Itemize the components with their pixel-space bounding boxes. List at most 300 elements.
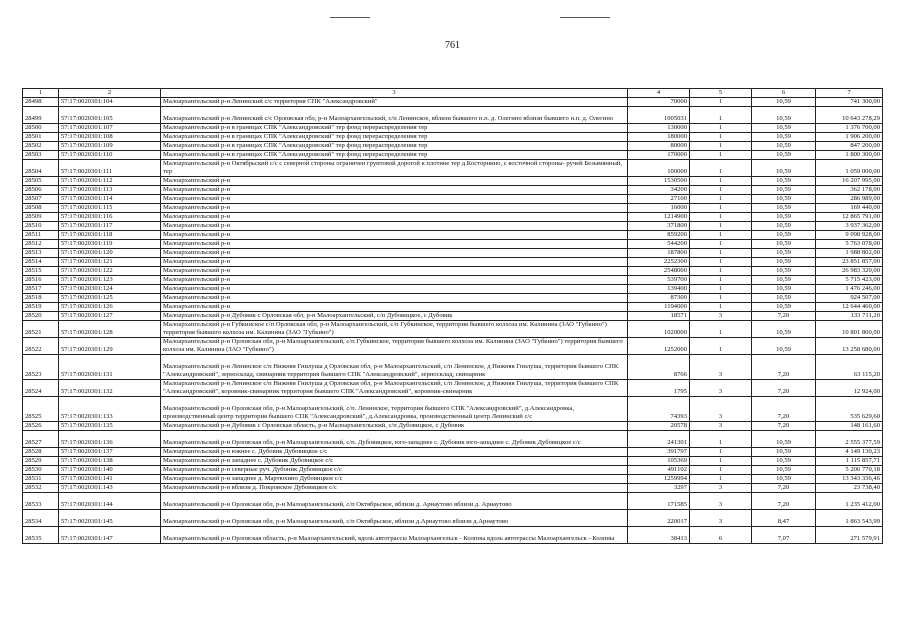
record-number: 28533 [23,493,59,510]
table-row [23,276,883,285]
table-row [23,303,883,312]
rate-value: 10,59 [752,240,816,249]
area-value: 170000 [628,151,690,160]
location-description: Малоархангельский р-н [161,276,628,285]
record-number: 28510 [23,222,59,231]
rate-value: 10,59 [752,457,816,466]
table-row [23,258,883,267]
area-value: 2252300 [628,258,690,267]
record-number: 28535 [23,527,59,544]
location-description: Малоархангельский р-н Ленинское с/п Нижняя Гнилуша д Орловская обл, р-н Малоархангельский, с/п Ленинское, д Нижняя Гнилуша, территория бывшего СПК "Александровский", коровник-свинарник территория бывшего СПК "Александровский", коровник-свинарник [161,380,628,397]
location-description: Малоархангельский р-н [161,258,628,267]
cadastral-value: 10 801 800,00 [816,321,883,338]
record-number: 28518 [23,294,59,303]
scan-artifact-line [330,17,370,18]
cadastral-number: 57:17:0020301:121 [59,258,161,267]
area-value: 180000 [628,133,690,142]
cadastral-number: 57:17:0020301:136 [59,431,161,448]
rate-value: 10,59 [752,160,816,177]
cadastral-number: 57:17:0020301:111 [59,160,161,177]
type-code: 1 [690,124,752,133]
area-value: 3297 [628,484,690,493]
rate-value: 10,59 [752,124,816,133]
cadastral-value: 2 555 377,59 [816,431,883,448]
cadastral-value: 169 440,00 [816,204,883,213]
rate-value: 10,59 [752,431,816,448]
area-value: 220017 [628,510,690,527]
location-description: Малоархангельский р-н западнее д. Мартюхино Дубовицкое с/с [161,475,628,484]
record-number: 28517 [23,285,59,294]
record-number: 28524 [23,380,59,397]
area-value: 1194000 [628,303,690,312]
record-number: 28515 [23,267,59,276]
location-description: Малоархангельский р-н в границах СПК "Александровский" тер фонд перераспределения тер [161,142,628,151]
cadastral-number: 57:17:0020301:110 [59,151,161,160]
rate-value: 10,59 [752,475,816,484]
type-code: 3 [690,355,752,380]
location-description: Малоархангельский р-н вблизи д. Покровское Дубовицкое с/с [161,484,628,493]
location-description: Малоархангельский р-н в границах СПК "Александровский" тер фонд перераспределения тер [161,124,628,133]
cadastral-number: 57:17:0020301:114 [59,195,161,204]
cadastral-number: 57:17:0020301:109 [59,142,161,151]
table-row [23,231,883,240]
cadastral-number: 57:17:0020301:140 [59,466,161,475]
table-row [23,321,883,338]
table-row [23,355,883,380]
area-value: 105369 [628,457,690,466]
table-row [23,240,883,249]
location-description: Малоархангельский р-н [161,240,628,249]
cadastral-number: 57:17:0020301:104 [59,98,161,107]
cadastral-number: 57:17:0020301:115 [59,204,161,213]
cadastral-value: 9 098 928,00 [816,231,883,240]
cadastral-value: 741 300,00 [816,98,883,107]
type-code: 3 [690,510,752,527]
table-row [23,397,883,422]
location-description: Малоархангельский р-н северные руч. Дубоник Дубовицкое с/с [161,466,628,475]
type-code: 1 [690,276,752,285]
cadastral-number: 57:17:0020301:108 [59,133,161,142]
cadastral-value: 5 715 423,00 [816,276,883,285]
location-description: Малоархангельский р-н [161,195,628,204]
table-row [23,133,883,142]
rate-value: 10,59 [752,195,816,204]
header-row [23,89,883,98]
rate-value: 10,59 [752,448,816,457]
location-description: Малоархангельский р-н Ленинский с/с территория СПК "Александровский" [161,98,628,107]
cadastral-value: 13 258 680,00 [816,338,883,355]
table-row [23,267,883,276]
rate-value: 10,59 [752,133,816,142]
cadastral-value: 5 200 770,18 [816,466,883,475]
cadastral-value: 16 207 995,00 [816,177,883,186]
cadastral-number: 57:17:0020301:141 [59,475,161,484]
table-row [23,527,883,544]
cadastral-value: 148 161,60 [816,422,883,431]
table-row [23,475,883,484]
location-description: Малоархангельский р-н [161,186,628,195]
location-description: Малоархангельский р-н [161,213,628,222]
type-code: 3 [690,397,752,422]
rate-value: 10,59 [752,338,816,355]
record-number: 28500 [23,124,59,133]
type-code: 1 [690,204,752,213]
cadastral-value: 362 178,00 [816,186,883,195]
rate-value: 10,59 [752,231,816,240]
rate-value: 10,59 [752,267,816,276]
location-description: Малоархангельский р-н Орловская обл, р-н Малоархангельский, с/п Октябрьское, вблизи д. Арнаутово вблизи д. Арнаутово [161,493,628,510]
area-value: 544200 [628,240,690,249]
record-number: 28520 [23,312,59,321]
column-header: 4 [628,89,690,98]
location-description: Малоархангельский р-н [161,303,628,312]
area-value: 539700 [628,276,690,285]
type-code: 3 [690,493,752,510]
cadastral-number: 57:17:0020301:125 [59,294,161,303]
cadastral-value: 1 376 700,00 [816,124,883,133]
cadastral-value: 10 643 278,29 [816,107,883,124]
table-row [23,213,883,222]
location-description: Малоархангельский р-н [161,204,628,213]
cadastral-number: 57:17:0020301:147 [59,527,161,544]
area-value: 1214900 [628,213,690,222]
record-number: 28526 [23,422,59,431]
rate-value: 10,59 [752,98,816,107]
area-value: 1005031 [628,107,690,124]
rate-value: 10,59 [752,151,816,160]
type-code: 6 [690,527,752,544]
type-code: 1 [690,338,752,355]
area-value: 87300 [628,294,690,303]
location-description: Малоархангельский р-н [161,267,628,276]
table-row [23,124,883,133]
cadastral-number: 57:17:0020301:131 [59,355,161,380]
area-value: 80000 [628,142,690,151]
location-description: Малоархангельский р-н в границах СПК "Александровский" тер фонд перераспределения тер [161,151,628,160]
rate-value: 10,59 [752,222,816,231]
record-number: 28519 [23,303,59,312]
cadastral-value: 12 924,00 [816,380,883,397]
cadastral-value: 1 863 543,99 [816,510,883,527]
area-value: 130000 [628,124,690,133]
location-description: Малоархангельский р-н [161,285,628,294]
area-value: 241301 [628,431,690,448]
table-row [23,204,883,213]
cadastral-number: 57:17:0020301:117 [59,222,161,231]
location-description: Малоархангельский р-н Орловская обл, р-н Малоархангельский, с/п. Ленинское, территория бывшего СПК "Александровский", д.Александровка, производственный центр территория бывшего СПК "Александровский", д.Александровка, производственный центр Ленинский с/с [161,397,628,422]
column-header: 3 [161,89,628,98]
cadastral-value: 133 711,20 [816,312,883,321]
type-code: 1 [690,133,752,142]
location-description: Малоархангельский р-н Октябрьский с/с с северной стороны ограничен грунтовой дорогой к плотине тер д.Косторнино, с восточной стороны- ручей Безымянный, тер [161,160,628,177]
type-code: 3 [690,312,752,321]
record-number: 28530 [23,466,59,475]
area-value: 1530500 [628,177,690,186]
cadastral-number: 57:17:0020301:135 [59,422,161,431]
type-code: 1 [690,177,752,186]
rate-value: 10,59 [752,258,816,267]
table-row [23,98,883,107]
cadastral-number: 57:17:0020301:116 [59,213,161,222]
cadastral-value: 1 906 200,00 [816,133,883,142]
location-description: Малоархангельский р-н в границах СПК "Александровский" тер фонд перераспределения тер [161,133,628,142]
record-number: 28514 [23,258,59,267]
cadastral-value: 13 343 336,46 [816,475,883,484]
cadastral-value: 271 579,91 [816,527,883,544]
type-code: 1 [690,222,752,231]
column-header: 5 [690,89,752,98]
area-value: 371800 [628,222,690,231]
area-value: 100000 [628,160,690,177]
cadastral-value: 5 763 078,00 [816,240,883,249]
table-row [23,380,883,397]
record-number: 28498 [23,98,59,107]
rate-value: 10,59 [752,303,816,312]
record-number: 28531 [23,475,59,484]
table-row [23,510,883,527]
location-description: Малоархангельский р-н южнее с. Дубовик Дубовицкое с/с [161,448,628,457]
cadastral-value: 924 507,00 [816,294,883,303]
cadastral-value: 23 851 857,00 [816,258,883,267]
table-row [23,285,883,294]
record-number: 28529 [23,457,59,466]
type-code: 1 [690,231,752,240]
location-description: Малоархангельский р-н Орловская обл, р-н Малоархангельский, с/п Октябрьское, вблизи д.Арнаутово вблизи д.Арнаутово [161,510,628,527]
cadastral-number: 57:17:0020301:107 [59,124,161,133]
area-value: 8766 [628,355,690,380]
type-code: 1 [690,457,752,466]
scan-artifact-line [560,17,610,18]
table-row [23,484,883,493]
rate-value: 10,59 [752,204,816,213]
table-row [23,431,883,448]
type-code: 1 [690,240,752,249]
cadastral-value: 1 059 000,00 [816,160,883,177]
type-code: 1 [690,142,752,151]
location-description: Малоархангельский р-н [161,231,628,240]
area-value: 1795 [628,380,690,397]
record-number: 28525 [23,397,59,422]
location-description: Малоархангельский р-н Дубовик с Орловская обл, р-н Малоархангельский, с/п Дубовицкое, с Дубовик [161,312,628,321]
record-number: 28503 [23,151,59,160]
type-code: 1 [690,303,752,312]
area-value: 491102 [628,466,690,475]
record-number: 28506 [23,186,59,195]
location-description: Малоархангельский р-н Орловская область, р-н Малоархангельский, вдоль автотрассы Малоархангельск - Колпны вдоль автотрассы Малоархангельск - Колпны [161,527,628,544]
rate-value: 10,59 [752,177,816,186]
rate-value: 10,59 [752,249,816,258]
type-code: 1 [690,107,752,124]
column-header: 7 [816,89,883,98]
cadastral-value: 26 983 320,00 [816,267,883,276]
type-code: 1 [690,195,752,204]
area-value: 2548000 [628,267,690,276]
table-row [23,448,883,457]
column-header: 1 [23,89,59,98]
area-value: 20578 [628,422,690,431]
type-code: 1 [690,431,752,448]
cadastral-number: 57:17:0020301:129 [59,338,161,355]
cadastral-number: 57:17:0020301:133 [59,397,161,422]
rate-value: 10,59 [752,213,816,222]
type-code: 3 [690,380,752,397]
area-value: 18571 [628,312,690,321]
area-value: 70000 [628,98,690,107]
type-code: 1 [690,249,752,258]
cadastral-number: 57:17:0020301:128 [59,321,161,338]
area-value: 139400 [628,285,690,294]
location-description: Малоархангельский р-н [161,249,628,258]
table-row [23,142,883,151]
type-code: 1 [690,186,752,195]
location-description: Малоархангельский р-н западнее с. Дубовик Дубовицкое с/с [161,457,628,466]
cadastral-value: 1 800 300,00 [816,151,883,160]
record-number: 28516 [23,276,59,285]
table-row [23,338,883,355]
location-description: Малоархангельский р-н Губкинское с/п Орловская обл, р-н Малоархангельский, с/п Губкинское, территория бывшего колхоза им. Калинина (ЗАО "Губкино") территория бывшего колхоза им. Калинина (ЗАО "Губкино") [161,321,628,338]
cadastral-number: 57:17:0020301:143 [59,484,161,493]
type-code: 1 [690,267,752,276]
record-number: 28507 [23,195,59,204]
cadastral-number: 57:17:0020301:145 [59,510,161,527]
area-value: 27100 [628,195,690,204]
rate-value: 7,20 [752,312,816,321]
area-value: 16000 [628,204,690,213]
cadastral-value: 4 149 130,23 [816,448,883,457]
rate-value: 7,20 [752,422,816,431]
table-row [23,249,883,258]
rate-value: 7,07 [752,527,816,544]
record-number: 28528 [23,448,59,457]
record-number: 28508 [23,204,59,213]
location-description: Малоархангельский р-н [161,222,628,231]
area-value: 859200 [628,231,690,240]
table-row [23,466,883,475]
cadastral-number: 57:17:0020301:126 [59,303,161,312]
rate-value: 10,59 [752,294,816,303]
table-row [23,151,883,160]
cadastral-number: 57:17:0020301:112 [59,177,161,186]
cadastral-value: 847 200,00 [816,142,883,151]
record-number: 28521 [23,321,59,338]
area-value: 391797 [628,448,690,457]
location-description: Малоархангельский р-н [161,294,628,303]
table-row [23,195,883,204]
type-code: 1 [690,151,752,160]
cadastral-number: 57:17:0020301:118 [59,231,161,240]
location-description: Малоархангельский р-н Ленинский с/с Орловская обл, р-н Малоархангельский, с/п Ленинское, вблизи бывшего н.п. д. Олегино вблизи бывшего н.п. д. Олегино [161,107,628,124]
column-header: 6 [752,89,816,98]
record-number: 28532 [23,484,59,493]
rate-value: 10,59 [752,142,816,151]
location-description: Малоархангельский р-н Орловская обл, р-н Малоархангельский, с/п. Дубовицкое, юго-западнее с. Дубовик юго-западнее с. Дубовик Дубовицкое с/с [161,431,628,448]
cadastral-value: 535 629,60 [816,397,883,422]
table-row [23,177,883,186]
cadastral-value: 12 644 460,00 [816,303,883,312]
cadastral-number: 57:17:0020301:105 [59,107,161,124]
cadastral-value: 1 476 246,00 [816,285,883,294]
type-code: 1 [690,98,752,107]
rate-value: 8,47 [752,510,816,527]
table-row [23,160,883,177]
record-number: 28522 [23,338,59,355]
rate-value: 7,20 [752,380,816,397]
cadastral-number: 57:17:0020301:122 [59,267,161,276]
type-code: 1 [690,258,752,267]
cadastral-number: 57:17:0020301:124 [59,285,161,294]
cadastral-number: 57:17:0020301:123 [59,276,161,285]
registry-table [22,88,883,544]
table-body [23,98,883,544]
record-number: 28523 [23,355,59,380]
table-row [23,107,883,124]
rate-value: 10,59 [752,276,816,285]
rate-value: 10,59 [752,285,816,294]
rate-value: 7,20 [752,355,816,380]
area-value: 1020000 [628,321,690,338]
cadastral-value: 286 989,00 [816,195,883,204]
type-code: 1 [690,466,752,475]
type-code: 1 [690,448,752,457]
table-row [23,294,883,303]
area-value: 74393 [628,397,690,422]
record-number: 28512 [23,240,59,249]
area-value: 1259994 [628,475,690,484]
table-row [23,222,883,231]
cadastral-number: 57:17:0020301:144 [59,493,161,510]
cadastral-value: 12 865 791,00 [816,213,883,222]
record-number: 28504 [23,160,59,177]
table-row [23,422,883,431]
record-number: 28499 [23,107,59,124]
record-number: 28534 [23,510,59,527]
cadastral-number: 57:17:0020301:119 [59,240,161,249]
record-number: 28513 [23,249,59,258]
type-code: 1 [690,213,752,222]
rate-value: 10,59 [752,321,816,338]
column-header: 2 [59,89,161,98]
record-number: 28505 [23,177,59,186]
area-value: 1252000 [628,338,690,355]
area-value: 38413 [628,527,690,544]
record-number: 28502 [23,142,59,151]
cadastral-value: 3 937 362,00 [816,222,883,231]
rate-value: 10,59 [752,107,816,124]
location-description: Малоархангельский р-н Ленинское с/п Нижняя Гнилуша д Орловская обл, р-н Малоархангельский, с/п Ленинское, д Нижняя Гнилуша, территория бывшего СПК "Александровский", зерносклад, свинарник территория бывшего СПК "Александровский", зерносклад, свинарник [161,355,628,380]
cadastral-number: 57:17:0020301:113 [59,186,161,195]
table-row [23,493,883,510]
cadastral-value: 1 235 412,00 [816,493,883,510]
cadastral-value: 1 988 802,00 [816,249,883,258]
type-code: 1 [690,475,752,484]
location-description: Малоархангельский р-н Орловская обл, р-н Малоархангельский, с/п Губкинское, территория бывшего колхоза им. Калинина (ЗАО "Губкино") территория бывшего колхоза им. Калинина (ЗАО "Губкино") [161,338,628,355]
location-description: Малоархангельский р-н Дубовик с Орловская область, р-н Малоархангельский, с/п Дубовицкое, с Дубовик [161,422,628,431]
cadastral-value: 63 115,20 [816,355,883,380]
rate-value: 7,20 [752,397,816,422]
area-value: 187800 [628,249,690,258]
rate-value: 7,20 [752,484,816,493]
cadastral-number: 57:17:0020301:127 [59,312,161,321]
cadastral-number: 57:17:0020301:137 [59,448,161,457]
rate-value: 10,59 [752,466,816,475]
type-code: 1 [690,285,752,294]
type-code: 1 [690,294,752,303]
type-code: 3 [690,484,752,493]
type-code: 1 [690,160,752,177]
cadastral-number: 57:17:0020301:120 [59,249,161,258]
rate-value: 7,20 [752,493,816,510]
record-number: 28527 [23,431,59,448]
